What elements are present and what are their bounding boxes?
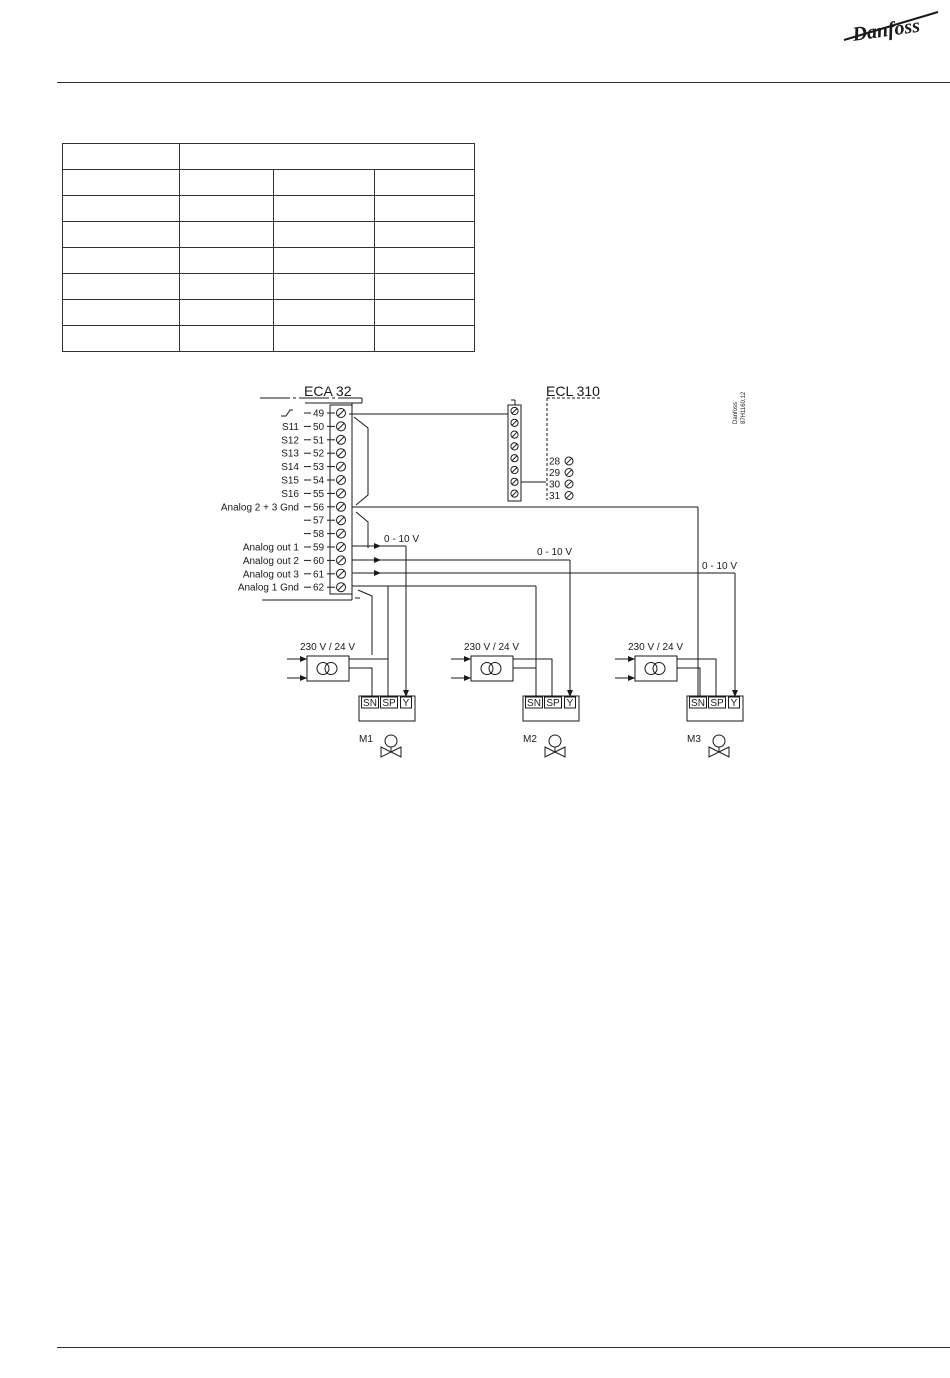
ecl-title: ECL 310: [546, 383, 600, 399]
actuator-terminal-label: Y: [566, 698, 574, 709]
drawing-reference: Danfoss: [733, 401, 739, 424]
table-cell: [63, 326, 180, 352]
screw-slot: [512, 467, 517, 472]
screw-slot: [512, 444, 517, 449]
screw-slot: [338, 490, 344, 496]
terminal-number: 61: [313, 569, 325, 581]
screw-slot: [566, 493, 572, 499]
arrow-icon: [464, 675, 471, 681]
terminal-number: 55: [313, 488, 325, 500]
table-cell: [375, 274, 475, 300]
terminal-number: 57: [313, 515, 325, 527]
arrow-icon: [300, 656, 307, 662]
table-row: [63, 326, 475, 352]
screw-slot: [512, 432, 517, 437]
screw-slot: [338, 423, 344, 429]
eca-title: ECA 32: [304, 383, 352, 399]
arrow-icon: [464, 656, 471, 662]
empty-table: [62, 143, 475, 352]
actuator-terminal-label: SN: [363, 698, 377, 709]
terminal-number: 50: [313, 421, 325, 433]
signal-label: 0 - 10 V: [702, 561, 738, 572]
actuator-terminal-label: SP: [546, 698, 560, 709]
wire: [349, 668, 372, 697]
ecl-terminal-number: 29: [549, 468, 561, 479]
table-cell: [274, 300, 375, 326]
terminal-label: Analog out 3: [242, 569, 299, 581]
ecl-terminal-number: 28: [549, 456, 561, 468]
table-row: [63, 274, 475, 300]
table-cell: [375, 170, 475, 196]
terminal-label: S16: [281, 488, 299, 500]
terminal-number: 56: [313, 502, 325, 514]
drawing-reference: 87H1160.12: [741, 391, 747, 424]
terminal-number: 59: [313, 542, 325, 554]
switch-icon: [281, 410, 293, 416]
terminal-number: 51: [313, 435, 325, 447]
terminal-number: 62: [313, 582, 325, 594]
signal-label: 0 - 10 V: [537, 547, 573, 558]
table-cell: [63, 300, 180, 326]
table-cell: [274, 222, 375, 248]
table-cell: [180, 274, 274, 300]
terminal-number: 60: [313, 555, 325, 567]
table-cell: [274, 274, 375, 300]
arrow-icon: [628, 675, 635, 681]
table-cell: [63, 144, 180, 170]
motor-label: M2: [523, 734, 537, 745]
valve-icon: [555, 747, 565, 757]
transformer-coil-icon: [325, 663, 337, 675]
valve-icon: [391, 747, 401, 757]
terminal-label: S12: [281, 435, 299, 447]
table-cell: [375, 196, 475, 222]
screw-slot: [566, 470, 572, 476]
screw-slot: [338, 544, 344, 550]
table-cell: [375, 326, 475, 352]
wire: [677, 659, 716, 697]
arrow-icon: [628, 656, 635, 662]
screw-slot: [512, 408, 517, 413]
actuator-terminal-label: Y: [730, 698, 738, 709]
header-rule: [57, 82, 950, 83]
table-cell: [375, 222, 475, 248]
terminal-label: Analog out 1: [242, 542, 299, 554]
table-row: [63, 248, 475, 274]
table-cell: [180, 326, 274, 352]
motor-icon: [385, 735, 397, 747]
ecl-terminal-number: 31: [549, 491, 561, 502]
valve-icon: [719, 747, 729, 757]
valve-icon: [545, 747, 555, 757]
ecl-terminal-number: 30: [549, 479, 561, 491]
table-cell: [63, 170, 180, 196]
wire: [513, 659, 552, 697]
screw-slot: [338, 584, 344, 590]
screw-slot: [566, 481, 572, 487]
transformer-label: 230 V / 24 V: [464, 642, 520, 653]
table-cell: [375, 248, 475, 274]
wire: [513, 668, 536, 697]
table-row: [63, 300, 475, 326]
terminal-label: S11: [281, 421, 299, 433]
screw-slot: [338, 517, 344, 523]
valve-icon: [709, 747, 719, 757]
actuator-terminal-label: SN: [691, 698, 705, 709]
motor-icon: [549, 735, 561, 747]
table-cell: [180, 144, 475, 170]
screw-slot: [566, 458, 572, 464]
screw-slot: [512, 491, 517, 496]
svg-text:Danfoss: Danfoss: [851, 14, 922, 46]
transformer-box: [635, 656, 677, 681]
arrow-icon: [300, 675, 307, 681]
actuator-terminal-label: SP: [382, 698, 396, 709]
transformer-label: 230 V / 24 V: [300, 642, 356, 653]
valve-icon: [381, 747, 391, 757]
table-cell: [63, 222, 180, 248]
signal-label: 0 - 10 V: [384, 534, 420, 545]
screw-slot: [512, 479, 517, 484]
table-row: [63, 222, 475, 248]
table-cell: [274, 196, 375, 222]
table-cell: [63, 196, 180, 222]
table-cell: [180, 222, 274, 248]
wiring-diagram: [0, 370, 950, 770]
table-cell: [63, 274, 180, 300]
motor-label: M1: [359, 734, 373, 745]
table-cell: [375, 300, 475, 326]
transformer-box: [307, 656, 349, 681]
table-row: [63, 196, 475, 222]
motor-label: M3: [687, 734, 701, 745]
terminal-number: 52: [313, 448, 325, 460]
screw-slot: [338, 504, 344, 510]
table-cell: [180, 300, 274, 326]
transformer-coil-icon: [489, 663, 501, 675]
screw-slot: [338, 557, 344, 563]
screw-slot: [338, 463, 344, 469]
table-cell: [274, 248, 375, 274]
actuator-terminal-label: Y: [402, 698, 410, 709]
screw-slot: [338, 410, 344, 416]
screw-slot: [338, 571, 344, 577]
terminal-label: S15: [281, 475, 299, 487]
actuator-terminal-label: SP: [710, 698, 724, 709]
transformer-coil-icon: [653, 663, 665, 675]
screw-slot: [338, 530, 344, 536]
danfoss-logo: [838, 6, 948, 46]
table-cell: [274, 326, 375, 352]
table-cell: [180, 170, 274, 196]
terminal-label: Analog 1 Gnd: [237, 582, 299, 594]
actuator-terminal-label: SN: [527, 698, 541, 709]
terminal-label: S13: [281, 448, 299, 460]
table-cell: [63, 248, 180, 274]
screw-slot: [338, 437, 344, 443]
table-row: [63, 170, 475, 196]
wire: [349, 659, 388, 697]
terminal-number: 58: [313, 529, 325, 541]
screw-slot: [512, 420, 517, 425]
footer-rule: [57, 1347, 950, 1348]
terminal-number: 53: [313, 462, 325, 474]
transformer-box: [471, 656, 513, 681]
terminal-number: 49: [313, 408, 325, 420]
screw-slot: [512, 456, 517, 461]
transformer-label: 230 V / 24 V: [628, 642, 684, 653]
screw-slot: [338, 450, 344, 456]
terminal-label: Analog 2 + 3 Gnd: [220, 502, 299, 514]
table-cell: [180, 248, 274, 274]
table-row: [63, 144, 475, 170]
wire: [677, 668, 700, 697]
screw-slot: [338, 477, 344, 483]
table-cell: [180, 196, 274, 222]
terminal-label: Analog out 2: [242, 555, 299, 567]
table-cell: [274, 170, 375, 196]
motor-icon: [713, 735, 725, 747]
terminal-number: 54: [313, 475, 325, 487]
terminal-label: S14: [281, 462, 299, 474]
